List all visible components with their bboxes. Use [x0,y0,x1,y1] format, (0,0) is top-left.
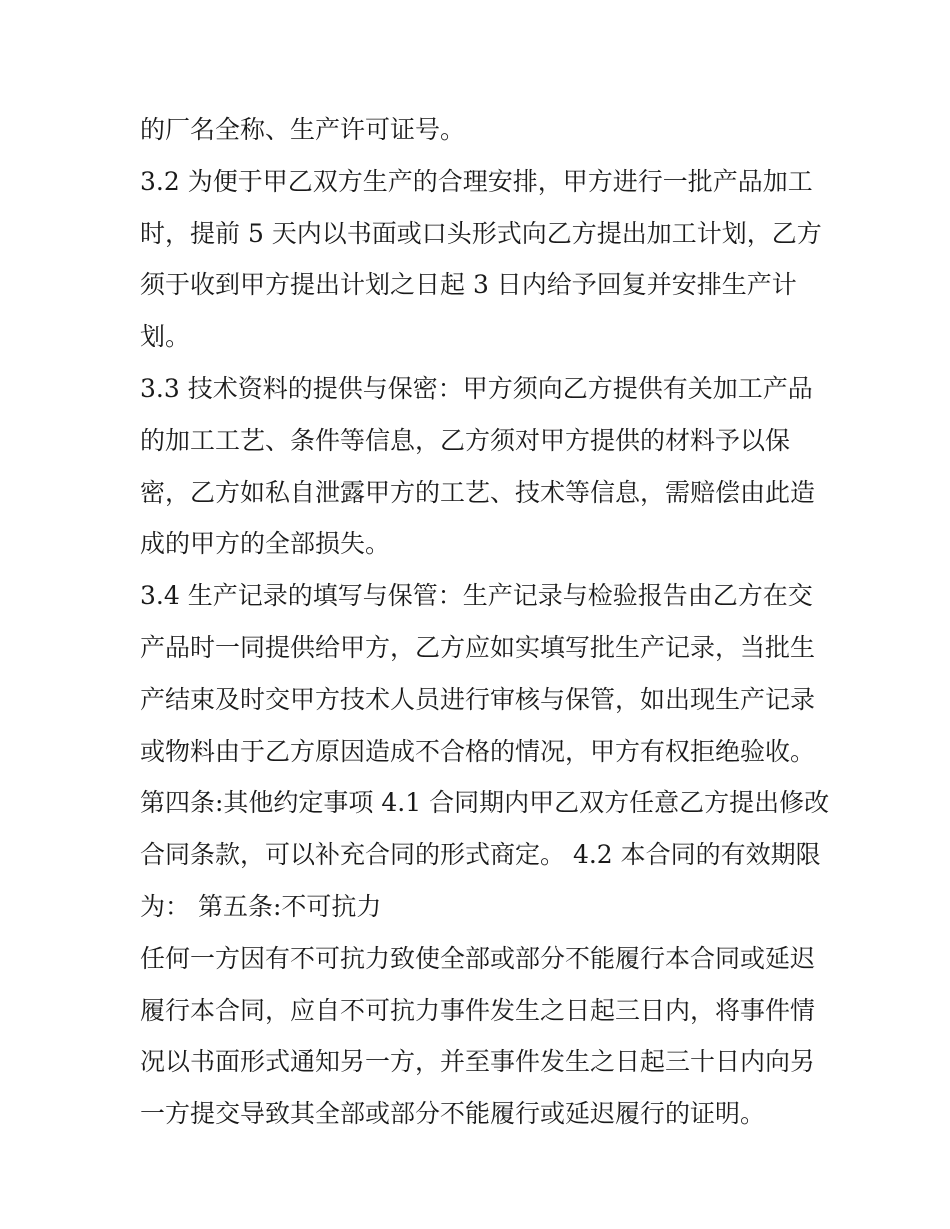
text-line: 履行本合同，应自不可抗力事件发生之日起三日内，将事件情 [140,995,816,1025]
text-line: 时，提前 5 天内以书面或口头形式向乙方提出加工计划，乙方 [140,218,822,248]
text-line: 合同条款，可以补充合同的形式商定。 4.2 本合同的有效期限 [140,840,821,870]
text-line: 产结束及时交甲方技术人员进行审核与保管，如出现生产记录 [140,684,816,714]
contract-text-body [140,104,830,1140]
text-line: 3.3 技术资料的提供与保密：甲方须向乙方提供有关加工产品 [140,373,813,403]
text-line: 划。 [140,322,191,352]
text-line: 第四条:其他约定事项 4.1 合同期内甲乙双方任意乙方提出修改 [140,788,830,818]
text-line: 的厂名全称、生产许可证号。 [140,115,466,144]
text-line: 须于收到甲方提出计划之日起 3 日内给予回复并安排生产计 [140,270,797,300]
text-line: 况以书面形式通知另一方，并至事件发生之日起三十日内向另 [140,1047,816,1077]
text-line: 成的甲方的全部损失。 [140,529,391,559]
text-line: 3.2 为便于甲乙双方生产的合理安排，甲方进行一批产品加工 [140,166,813,196]
text-line: 3.4 生产记录的填写与保管：生产记录与检验报告由乙方在交 [140,581,813,611]
text-line: 的加工工艺、条件等信息，乙方须对甲方提供的材料予以保 [140,425,791,455]
text-line: 产品时一同提供给甲方，乙方应如实填写批生产记录，当批生 [140,632,816,662]
text-line: 为： 第五条:不可抗力 [140,891,382,921]
text-line: 或物料由于乙方原因造成不合格的情况，甲方有权拒绝验收。 [140,736,816,766]
text-line: 密，乙方如私自泄露甲方的工艺、技术等信息，需赔偿由此造 [140,477,816,507]
text-line: 一方提交导致其全部或部分不能履行或延迟履行的证明。 [140,1099,766,1129]
text-line: 任何一方因有不可抗力致使全部或部分不能履行本合同或延迟 [140,943,816,973]
